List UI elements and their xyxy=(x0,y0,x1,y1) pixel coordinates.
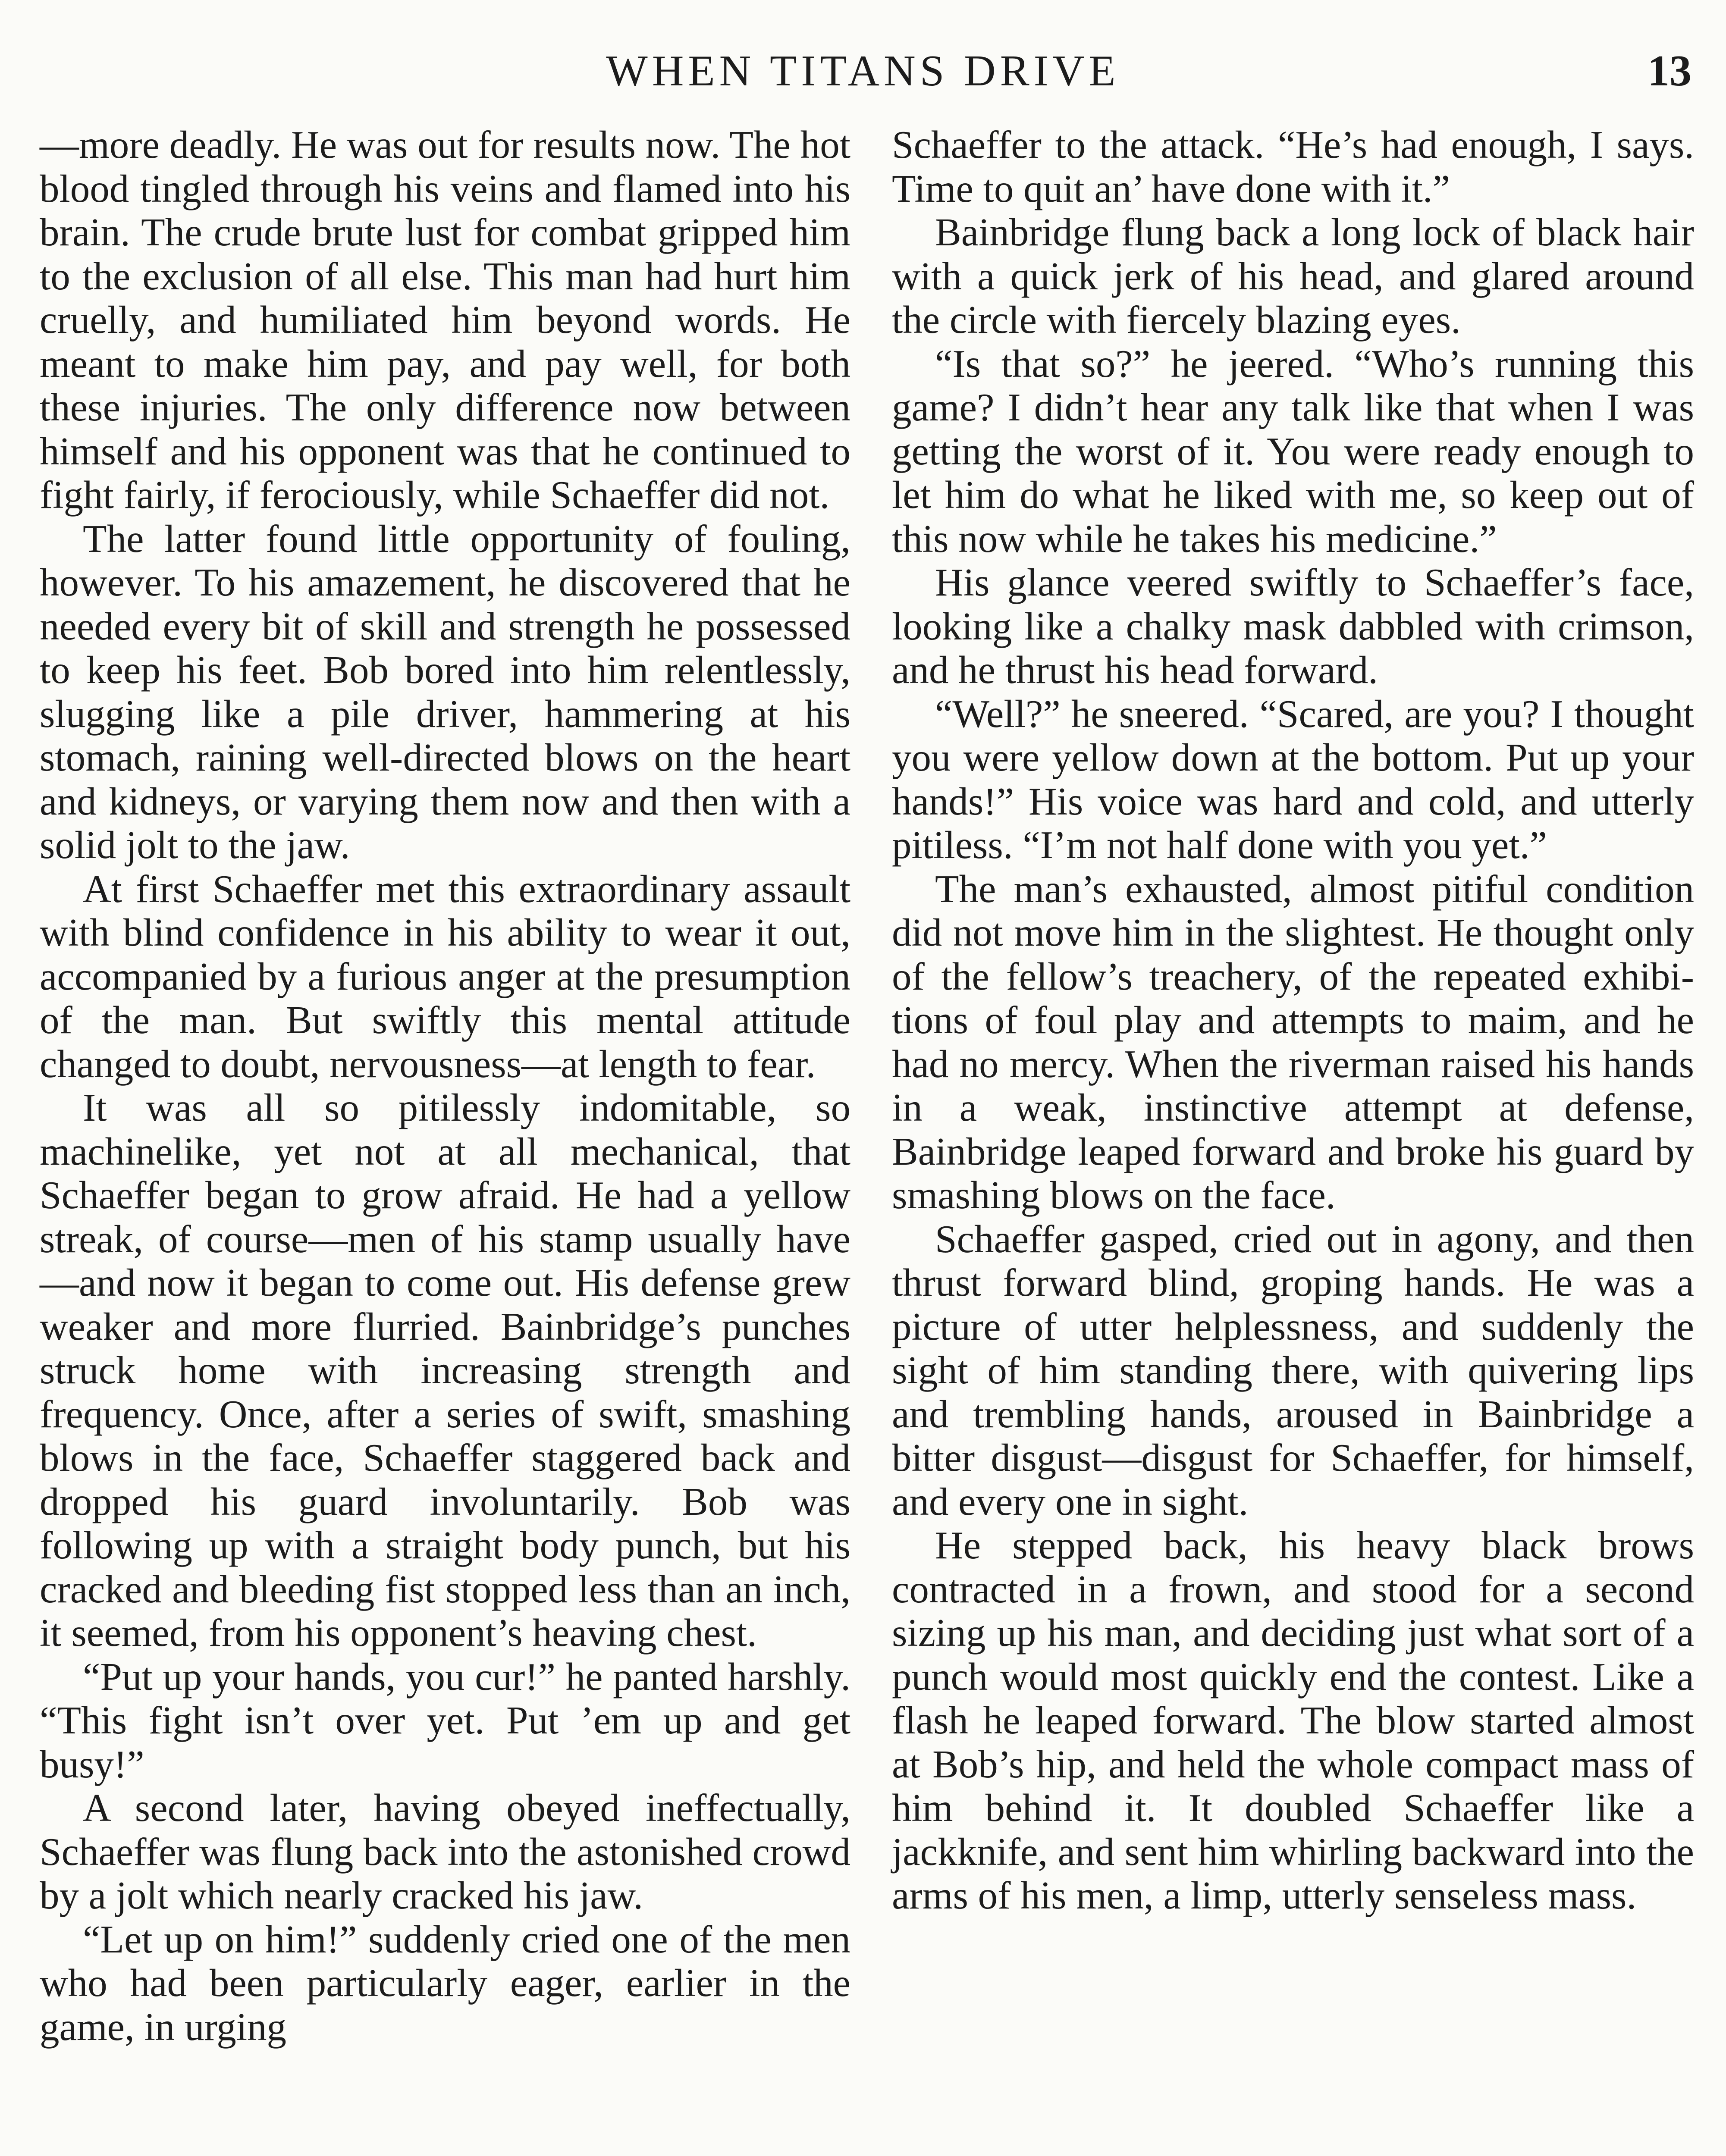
right-column xyxy=(892,123,1694,1918)
paragraph: It was all so pitilessly indomitable, so machinelike, yet not at all mechanical, that Schaeffer began to grow afraid. He had a yellow streak, of course—men of his stamp usually have—and now it began to come out. His defense grew weaker and more flurried. Bainbridge’s punches struck home with increasing strength and frequency. Once, after a series of swift, smashing blows in the face, Schaeffer staggered back and dropped his guard involuntarily. Bob was following up with a straight body punch, but his cracked and bleeding fist stopped less than an inch, it seemed, from his opponent’s heaving chest. xyxy=(40,1086,850,1655)
left-column xyxy=(40,123,850,2049)
paragraph: Schaeffer gasped, cried out in agony, and then thrust forward blind, groping hands. He was a picture of utter helplessness, and suddenly the sight of him standing there, with quivering lips and trembling hands, aroused in Bainbridge a bitter disgust—disgust for Schaeffer, for himself, and every one in sight. xyxy=(892,1217,1694,1523)
paragraph: Schaeffer to the attack. “He’s had enough, I says. Time to quit an’ have done with it.” xyxy=(892,123,1694,210)
paragraph: A second later, having obeyed ineffectually, Schaeffer was flung back into the astonished crowd by a jolt which nearly cracked his jaw. xyxy=(40,1786,850,1917)
paragraph: His glance veered swiftly to Schaeffer’s face, looking like a chalky mask dabbled with crimson, and he thrust his head forward. xyxy=(892,561,1694,692)
paragraph: “Let up on him!” suddenly cried one of the men who had been particularly eager, earlier in the game, in urging xyxy=(40,1917,850,2049)
paragraph: The latter found little opportunity of fouling, however. To his amazement, he discovered that he needed every bit of skill and strength he possessed to keep his feet. Bob bored into him relentlessly, slugging like a pile driver, hammering at his stomach, raining well-directed blows on the heart and kidneys, or varying them now and then with a solid jolt to the jaw. xyxy=(40,517,850,867)
page-number: 13 xyxy=(1648,47,1691,95)
paragraph: He stepped back, his heavy black brows contracted in a frown, and stood for a second sizing up his man, and deciding just what sort of a punch would most quickly end the contest. Like a flash he leaped forward. The blow started almost at Bob’s hip, and held the whole compact mass of him behind it. It doubled Schaeffer like a jackknife, and sent him whirling backward into the arms of his men, a limp, utterly senseless mass. xyxy=(892,1523,1694,1917)
running-head xyxy=(0,43,1726,99)
running-title: WHEN TITANS DRIVE xyxy=(606,47,1120,95)
paragraph: —more deadly. He was out for results now. The hot blood tingled through his veins and flamed into his brain. The crude brute lust for combat gripped him to the exclusion of all else. This man had hurt him cruelly, and humiliated him beyond words. He meant to make him pay, and pay well, for both these injuries. The only difference now between himself and his opponent was that he continued to fight fairly, if ferociously, while Schaeffer did not. xyxy=(40,123,850,517)
paragraph: “Put up your hands, you cur!” he panted harshly. “This fight isn’t over yet. Put ’em up and get busy!” xyxy=(40,1655,850,1786)
paragraph: Bainbridge flung back a long lock of black hair with a quick jerk of his head, and glared around the circle with fiercely blazing eyes. xyxy=(892,210,1694,342)
paragraph: “Is that so?” he jeered. “Who’s running this game? I didn’t hear any talk like that when I was getting the worst of it. You were ready enough to let him do what he liked with me, so keep out of this now while he takes his medicine.” xyxy=(892,342,1694,561)
paragraph: “Well?” he sneered. “Scared, are you? I thought you were yellow down at the bottom. Put up your hands!” His voice was hard and cold, and utterly pitiless. “I’m not half done with you yet.” xyxy=(892,692,1694,867)
paragraph: At first Schaeffer met this extraordinary assault with blind confidence in his ability to wear it out, accompanied by a furious anger at the presumption of the man. But swiftly this mental attitude changed to doubt, nervousness—at length to fear. xyxy=(40,867,850,1086)
paragraph: The man’s exhausted, almost pitiful condition did not move him in the slightest. He thought only of the fellow’s treachery, of the repeated exhibitions of foul play and attempts to maim, and he had no mercy. When the riverman raised his hands in a weak, instinctive attempt at defense, Bainbridge leaped forward and broke his guard by smashing blows on the face. xyxy=(892,867,1694,1217)
